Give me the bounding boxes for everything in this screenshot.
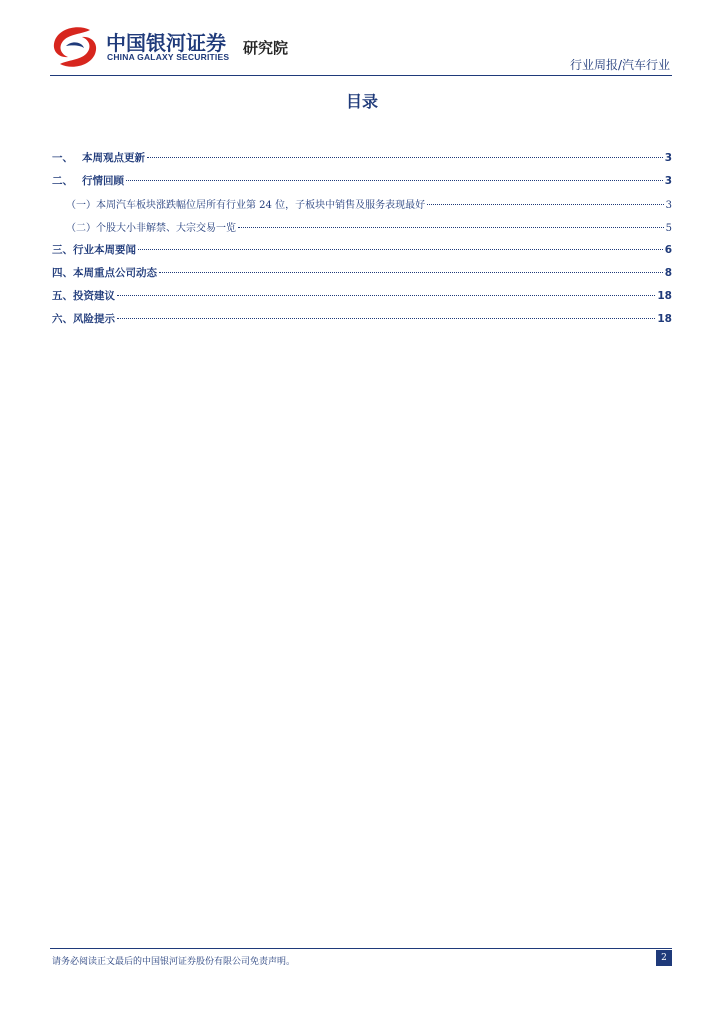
toc-entry[interactable] [52, 265, 672, 288]
page-header [0, 0, 724, 80]
toc-entry-label: 行情回顾 [82, 175, 124, 187]
toc-title: 目录 [345, 92, 378, 111]
toc-leader-dots [147, 157, 663, 158]
toc-entry-number: 二、 [52, 175, 73, 187]
toc-entry-number: 一、 [52, 152, 73, 164]
toc-entry-label: 六、风险提示 [52, 313, 115, 325]
toc-entry[interactable] [52, 242, 672, 265]
toc-entry[interactable] [52, 150, 672, 173]
toc-entry-label: 本周观点更新 [82, 152, 145, 164]
page-number: 2 [656, 950, 672, 966]
toc-entry-page: 18 [657, 290, 672, 302]
toc-entry[interactable] [52, 219, 672, 242]
toc-entry-page: 18 [657, 313, 672, 325]
toc-entry-page: 6 [664, 244, 672, 256]
toc-entry-page: 3 [665, 200, 672, 211]
toc-entry-label: 五、投资建议 [52, 290, 115, 302]
toc-leader-dots [159, 272, 663, 273]
toc-leader-dots [117, 318, 655, 319]
toc-entry-label: （二）个股大小非解禁、大宗交易一览 [66, 223, 236, 234]
institute-label: 研究院 [243, 39, 289, 57]
toc-entry-label: 三、行业本周要闻 [52, 244, 136, 256]
toc-entry[interactable] [52, 288, 672, 311]
toc-entry[interactable] [52, 196, 672, 219]
report-type-label: 行业周报/汽车行业 [569, 58, 670, 72]
galaxy-logo-icon [50, 24, 100, 70]
toc-leader-dots [138, 249, 663, 250]
logo-english-name: CHINA GALAXY SECURITIES [107, 52, 230, 62]
toc-entry[interactable] [52, 173, 672, 196]
toc-entry[interactable] [52, 311, 672, 334]
toc-entry-label: 四、本周重点公司动态 [52, 267, 157, 279]
footer-divider [50, 948, 672, 949]
toc-entry-page: 3 [664, 175, 672, 187]
toc-entry-page: 5 [665, 223, 672, 234]
toc-leader-dots [126, 180, 663, 181]
header-divider [50, 75, 672, 76]
toc-leader-dots [427, 204, 664, 205]
toc-entry-label: （一）本周汽车板块涨跌幅位居所有行业第 24 位，子板块中销售及服务表现最好 [66, 200, 426, 211]
table-of-contents [52, 150, 672, 334]
toc-entry-page: 3 [664, 152, 672, 164]
toc-leader-dots [238, 227, 664, 228]
toc-entry-page: 8 [664, 267, 672, 279]
logo-company-name: 中国银河证券 [106, 31, 226, 55]
disclaimer-text: 请务必阅读正文最后的中国银河证券股份有限公司免责声明。 [52, 957, 296, 967]
toc-leader-dots [117, 295, 655, 296]
